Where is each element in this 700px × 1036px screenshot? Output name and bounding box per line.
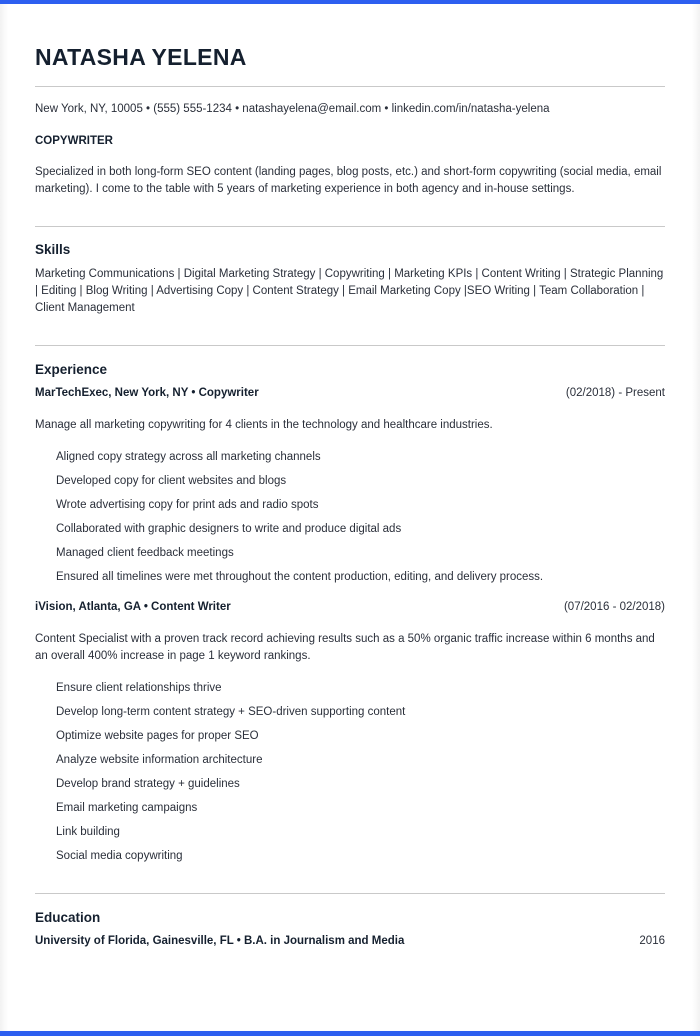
divider bbox=[35, 893, 665, 894]
list-item: Social media copywriting bbox=[56, 850, 183, 862]
contact-line: New York, NY, 10005 • (555) 555-1234 • natashayelena@email.com • linkedin.com/in/natasha-yelena bbox=[35, 103, 550, 115]
top-accent-bar bbox=[0, 0, 700, 4]
job-summary: Content Specialist with a proven track record achieving results such as a 50% organic traffic increase within 6 months and an overall 400% increase in page 1 keyword rankings. bbox=[35, 633, 655, 662]
list-item: Develop long-term content strategy + SEO-driven supporting content bbox=[56, 706, 406, 718]
divider bbox=[35, 345, 665, 346]
summary-text: Specialized in both long-form SEO content (landing pages, blog posts, etc.) and short-form copywriting (social media, email marketing). I come to the table with 5 years of marketing experience in both agency and in-house settings. bbox=[35, 166, 662, 195]
job-header bbox=[35, 601, 665, 613]
education-entry bbox=[35, 935, 665, 947]
left-shadow bbox=[0, 4, 8, 1031]
list-item: Analyze website information architecture bbox=[56, 754, 263, 766]
candidate-name: NATASHA YELENA bbox=[35, 44, 247, 70]
list-item: Developed copy for client websites and blogs bbox=[56, 475, 287, 487]
job-title: COPYWRITER bbox=[35, 135, 113, 147]
job-bullet-list bbox=[56, 681, 405, 873]
list-item: Optimize website pages for proper SEO bbox=[56, 730, 259, 742]
list-item: Aligned copy strategy across all marketing channels bbox=[56, 451, 321, 463]
list-item: Develop brand strategy + guidelines bbox=[56, 778, 240, 790]
divider bbox=[35, 226, 665, 227]
job-date: (07/2016 - 02/2018) bbox=[563, 601, 665, 613]
education-school: University of Florida, Gainesville, FL • B.A. in Journalism and Media bbox=[35, 935, 405, 947]
list-item: Ensure client relationships thrive bbox=[56, 682, 222, 694]
skills-heading: Skills bbox=[35, 242, 71, 257]
divider bbox=[35, 86, 665, 87]
list-item: Wrote advertising copy for print ads and radio spots bbox=[56, 499, 319, 511]
list-item: Ensured all timelines were met throughout the content production, editing, and delivery process. bbox=[56, 571, 544, 583]
job-bullet-list bbox=[56, 450, 543, 594]
list-item: Managed client feedback meetings bbox=[56, 547, 234, 559]
education-year: 2016 bbox=[639, 935, 665, 947]
list-item: Collaborated with graphic designers to write and produce digital ads bbox=[56, 523, 402, 535]
job-role: MarTechExec, New York, NY • Copywriter bbox=[35, 387, 259, 399]
list-item: Link building bbox=[56, 826, 120, 838]
job-summary: Manage all marketing copywriting for 4 clients in the technology and healthcare industries. bbox=[35, 419, 493, 431]
skills-text: Marketing Communications | Digital Marketing Strategy | Copywriting | Marketing KPIs | Content Writing | Strategic Planning | Editing | Blog Writing | Advertising Copy | Content Strategy | Email Marketing Copy |SEO Writing | Team Collaboration | Client Management bbox=[35, 268, 664, 314]
experience-heading: Experience bbox=[35, 362, 108, 377]
bottom-accent-bar bbox=[0, 1031, 700, 1036]
right-shadow bbox=[692, 4, 700, 1031]
job-header bbox=[35, 387, 665, 399]
education-heading: Education bbox=[35, 910, 101, 925]
list-item: Email marketing campaigns bbox=[56, 802, 198, 814]
job-role: iVision, Atlanta, GA • Content Writer bbox=[35, 601, 231, 613]
job-date: (02/2018) - Present bbox=[565, 387, 665, 399]
